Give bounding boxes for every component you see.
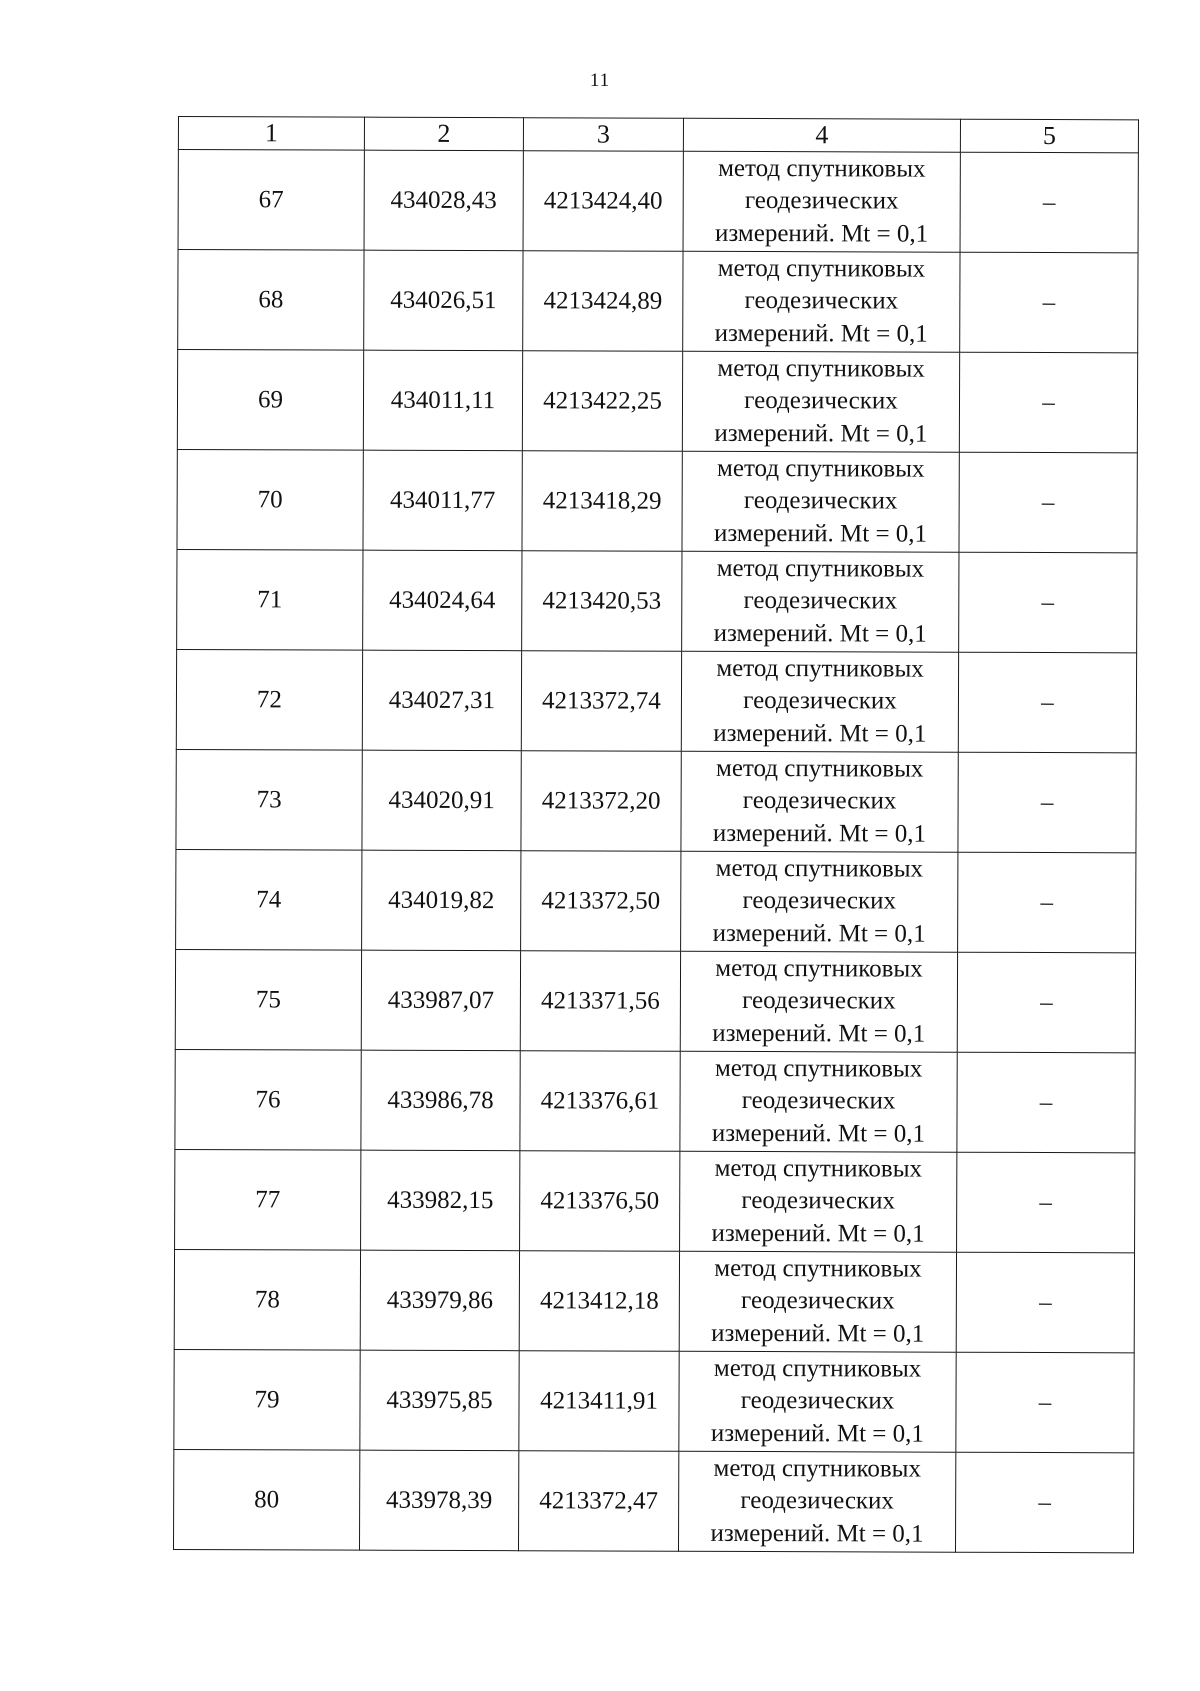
method-line-3: измерений. Mt = 0,1 [713, 619, 927, 648]
table-row [176, 649, 1136, 752]
method-line-3: измерений. Mt = 0,1 [710, 1419, 924, 1448]
column-5-cell: – [958, 752, 1136, 853]
method-line-1: метод спутниковых [713, 1354, 922, 1383]
table-row [176, 849, 1136, 952]
method-line-1: метод спутниковых [714, 1254, 922, 1283]
method-cell [678, 1451, 955, 1552]
method-cell [679, 1351, 956, 1452]
method-line-1: метод спутниковых [713, 1454, 922, 1483]
y-coordinate-cell: 4213424,40 [523, 151, 683, 252]
method-cell [681, 751, 958, 852]
x-coordinate-cell: 433975,85 [360, 1350, 519, 1451]
method-cell [683, 251, 960, 352]
table-row [178, 150, 1138, 253]
column-5-cell: – [956, 1252, 1134, 1353]
x-coordinate-cell: 433987,07 [361, 950, 520, 1051]
column-header-5: 5 [960, 119, 1138, 153]
column-header-1: 1 [178, 117, 364, 151]
y-coordinate-cell: 4213372,50 [521, 851, 681, 952]
x-coordinate-cell: 434024,64 [363, 550, 522, 651]
method-cell [680, 1151, 957, 1252]
point-number-cell: 76 [175, 1049, 361, 1150]
method-line-2: геодезических [743, 687, 897, 715]
page-number: 11 [589, 70, 611, 91]
method-line-3: измерений. Mt = 0,1 [710, 1519, 924, 1548]
method-cell [683, 151, 960, 252]
point-number-cell: 68 [178, 250, 364, 351]
method-line-2: геодезических [744, 287, 899, 315]
method-cell [682, 351, 959, 452]
method-line-3: измерений. Mt = 0,1 [714, 319, 928, 348]
column-5-cell: – [959, 552, 1137, 653]
point-number-cell: 71 [177, 549, 363, 650]
table-row [175, 1149, 1135, 1252]
method-line-1: метод спутниковых [715, 854, 924, 883]
table-row [175, 949, 1135, 1052]
column-5-cell: – [955, 1452, 1133, 1553]
y-coordinate-cell: 4213372,47 [518, 1451, 678, 1552]
column-header-3: 3 [523, 118, 683, 152]
point-number-cell: 70 [177, 449, 363, 550]
coordinates-table [173, 116, 1139, 1553]
method-line-2: геодезических [743, 487, 898, 515]
y-coordinate-cell: 4213418,29 [522, 451, 682, 552]
method-cell [682, 451, 959, 552]
y-coordinate-cell: 4213420,53 [522, 551, 682, 652]
method-line-2: геодезических [743, 587, 898, 615]
column-5-cell: – [959, 452, 1137, 553]
column-header-2: 2 [364, 117, 523, 151]
method-line-1: метод спутниковых [717, 454, 925, 483]
method-line-2: геодезических [742, 787, 897, 815]
y-coordinate-cell: 4213372,20 [521, 751, 681, 852]
method-line-3: измерений. Mt = 0,1 [711, 1219, 925, 1248]
method-line-3: измерений. Mt = 0,1 [712, 919, 926, 948]
method-cell [682, 551, 959, 652]
column-5-cell: – [958, 652, 1136, 753]
y-coordinate-cell: 4213411,91 [519, 1351, 679, 1452]
point-number-cell: 69 [177, 350, 363, 451]
y-coordinate-cell: 4213412,18 [519, 1251, 679, 1352]
table-row [176, 749, 1136, 852]
y-coordinate-cell: 4213422,25 [522, 351, 682, 452]
point-number-cell: 73 [176, 749, 362, 850]
method-cell [681, 651, 958, 752]
x-coordinate-cell: 434011,77 [363, 450, 522, 551]
method-line-3: измерений. Mt = 0,1 [711, 1319, 925, 1348]
y-coordinate-cell: 4213372,74 [521, 651, 681, 752]
method-line-1: метод спутниковых [715, 754, 924, 783]
table-row [175, 1049, 1135, 1152]
method-line-3: измерений. Mt = 0,1 [715, 219, 929, 248]
point-number-cell: 67 [178, 150, 364, 251]
point-number-cell: 72 [176, 649, 362, 750]
x-coordinate-cell: 433986,78 [361, 1050, 520, 1151]
method-line-1: метод спутниковых [716, 554, 925, 583]
point-number-cell: 77 [175, 1149, 361, 1250]
method-line-1: метод спутниковых [715, 954, 923, 983]
method-line-3: измерений. Mt = 0,1 [711, 1119, 926, 1148]
column-5-cell: – [956, 1352, 1134, 1453]
column-5-cell: – [957, 1152, 1135, 1253]
method-line-1: метод спутниковых [717, 354, 925, 383]
table-row [177, 350, 1137, 453]
y-coordinate-cell: 4213371,56 [520, 951, 680, 1052]
method-line-3: измерений. Mt = 0,1 [712, 819, 927, 848]
table-row [177, 449, 1137, 552]
method-line-1: метод спутниковых [714, 1054, 923, 1083]
x-coordinate-cell: 434020,91 [362, 750, 521, 851]
column-5-cell: – [960, 152, 1138, 253]
point-number-cell: 74 [176, 849, 362, 950]
point-number-cell: 79 [174, 1349, 360, 1450]
x-coordinate-cell: 434026,51 [364, 250, 523, 351]
method-line-1: метод спутниковых [717, 254, 926, 283]
column-5-cell: – [957, 952, 1135, 1053]
point-number-cell: 75 [175, 949, 361, 1050]
point-number-cell: 78 [174, 1249, 360, 1350]
x-coordinate-cell: 434028,43 [364, 150, 523, 251]
x-coordinate-cell: 434027,31 [362, 650, 521, 751]
method-cell [680, 951, 957, 1052]
table-row [177, 549, 1137, 652]
method-line-2: геодезических [741, 1187, 896, 1215]
column-5-cell: – [960, 252, 1138, 353]
table-header [178, 117, 1138, 153]
method-cell [679, 1251, 956, 1352]
method-line-2: геодезических [740, 1487, 895, 1515]
y-coordinate-cell: 4213376,50 [520, 1151, 680, 1252]
header-row [178, 117, 1138, 153]
table-row [173, 1449, 1133, 1552]
x-coordinate-cell: 434019,82 [362, 850, 521, 951]
point-number-cell: 80 [173, 1449, 359, 1550]
column-5-cell: – [959, 352, 1137, 453]
method-line-1: метод спутниковых [716, 654, 924, 683]
column-header-4: 4 [683, 118, 960, 152]
table-body [173, 150, 1138, 1553]
x-coordinate-cell: 434011,11 [363, 350, 522, 451]
method-line-2: геодезических [741, 1087, 896, 1115]
method-line-3: измерений. Mt = 0,1 [713, 519, 928, 548]
method-line-3: измерений. Mt = 0,1 [712, 1019, 926, 1048]
column-5-cell: – [958, 852, 1136, 953]
method-line-2: геодезических [741, 1287, 895, 1315]
y-coordinate-cell: 4213424,89 [523, 251, 683, 352]
method-line-1: метод спутниковых [718, 154, 926, 183]
method-line-3: измерений. Mt = 0,1 [713, 719, 927, 748]
column-5-cell: – [957, 1052, 1135, 1153]
method-line-1: метод спутниковых [714, 1154, 923, 1183]
method-line-2: геодезических [742, 887, 897, 915]
table-row [178, 250, 1138, 353]
x-coordinate-cell: 433979,86 [360, 1250, 519, 1351]
table-row [174, 1349, 1134, 1452]
y-coordinate-cell: 4213376,61 [520, 1051, 680, 1152]
method-line-2: геодезических [744, 387, 898, 415]
method-line-3: измерений. Mt = 0,1 [714, 419, 928, 448]
method-cell [681, 851, 958, 952]
method-line-2: геодезических [744, 187, 899, 215]
method-line-2: геодезических [742, 987, 896, 1015]
x-coordinate-cell: 433982,15 [361, 1150, 520, 1251]
method-line-2: геодезических [740, 1387, 895, 1415]
table-row [174, 1249, 1134, 1352]
method-cell [680, 1051, 957, 1152]
x-coordinate-cell: 433978,39 [359, 1450, 518, 1551]
